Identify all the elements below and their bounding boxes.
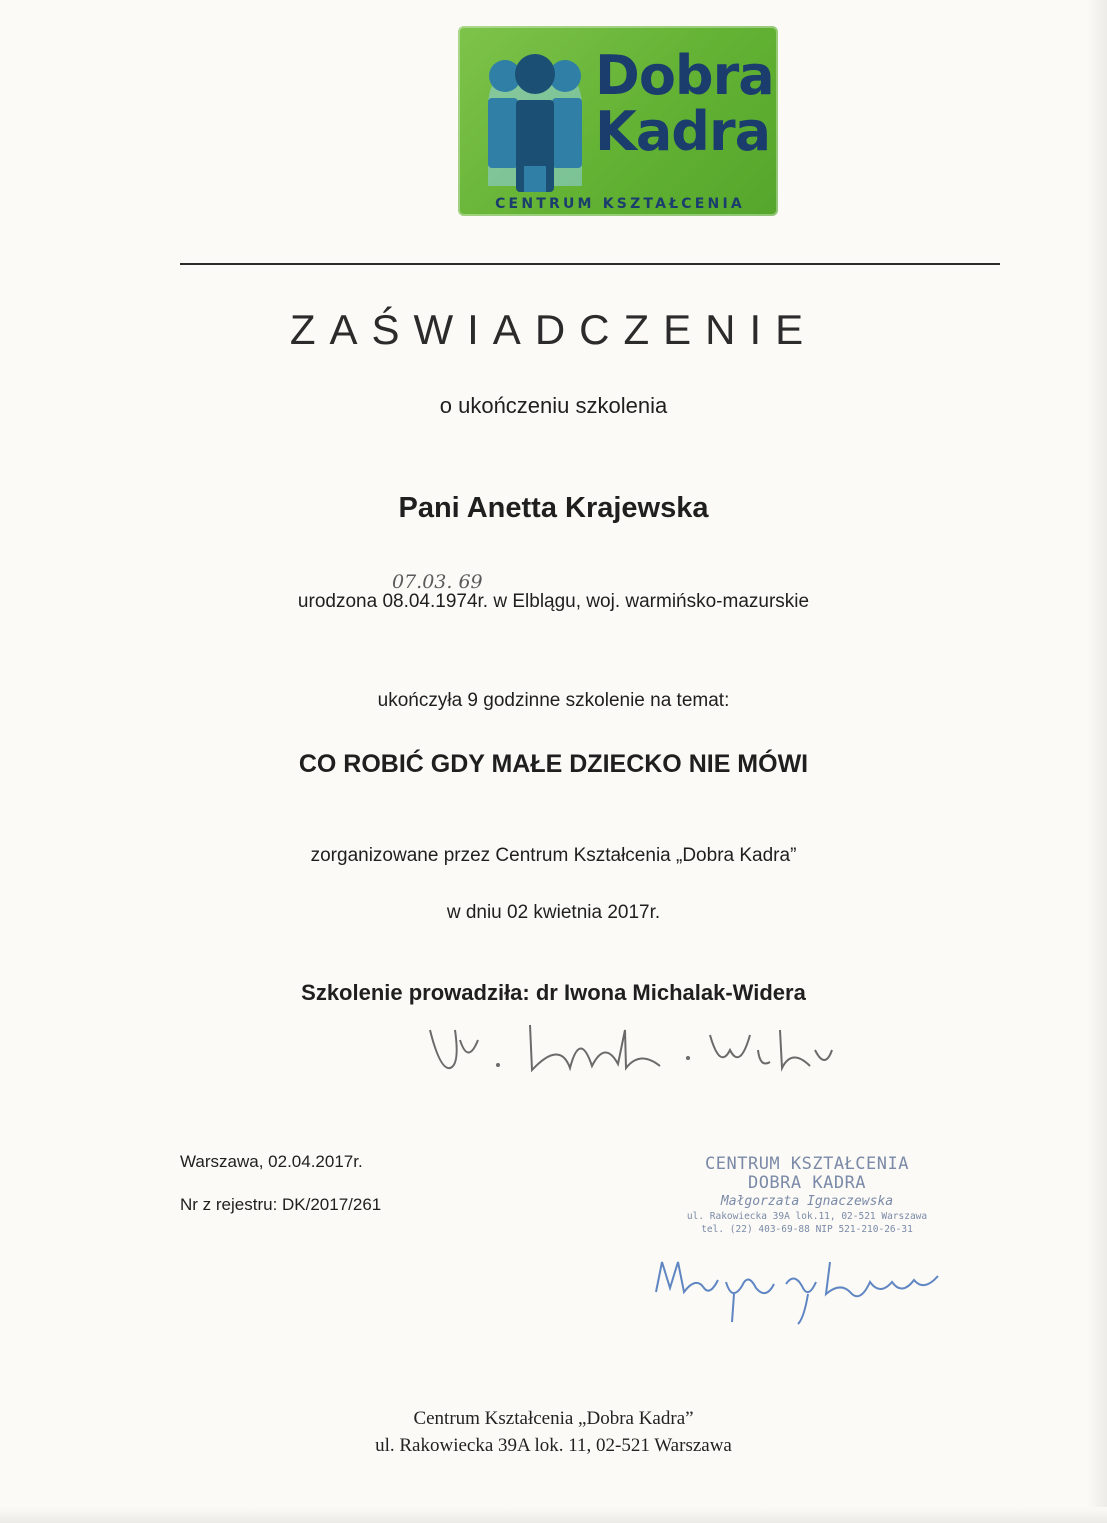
footer-organization: Centrum Kształcenia „Dobra Kadra” [413,1408,694,1429]
logo-tagline: CENTRUM KSZTAŁCENIA [495,196,745,212]
completion-line: ukończyła 9 godzinne szkolenie na temat: [377,690,730,711]
trainer-line: Szkolenie prowadziła: dr Iwona Michalak-Widera [301,980,806,1005]
training-topic: CO ROBIĆ GDY MAŁE DZIECKO NIE MÓWI [298,750,809,778]
correction-text: 07.03. 69 [392,571,483,593]
birth-line [0,591,1107,613]
logo-brand-line-1: Dobra [595,44,774,107]
stamp-line-3: Małgorzata Ignaczewska [720,1194,894,1209]
training-date: w dniu 02 kwietnia 2017r. [446,902,661,923]
register-number: Nr z rejestru: DK/2017/261 [180,1195,382,1214]
dobra-kadra-logo [458,26,778,216]
footer-address: ul. Rakowiecka 39A lok. 11, 02-521 Warszawa [375,1435,732,1456]
organizer-line: zorganizowane przez Centrum Kształcenia „Dobra Kadra” [310,845,797,866]
scan-edge-bottom [0,1507,1107,1523]
stamp-line-4: ul. Rakowiecka 39A lok.11, 02-521 Warszawa [686,1211,928,1222]
recipient-name: Pani Anetta Krajewska [398,492,709,524]
issue-place-date: Warszawa, 02.04.2017r. [180,1152,363,1171]
certificate-subtitle: o ukończeniu szkolenia [439,393,668,418]
stamp-line-5: tel. (22) 403-69-88 NIP 521-210-26-31 [701,1224,913,1235]
birth-suffix: r. w Elblągu, woj. warmińsko-mazurskie [477,591,810,612]
organization-stamp [672,1155,942,1236]
header-divider [180,263,1000,265]
logo-brand-name [595,44,774,163]
trainer-signature [420,1010,840,1080]
certificate-title: ZAŚWIADCZENIE [289,306,818,353]
birth-date: 08.04.1974 [382,591,478,612]
stamp-line-1: CENTRUM KSZTAŁCENIA [705,1154,909,1174]
stamp-line-2: DOBRA KADRA [747,1173,867,1193]
birth-prefix: urodzona [297,591,383,612]
people-emblem-icon [480,46,590,196]
logo-brand-line-2: Kadra [595,100,771,163]
director-signature [648,1252,948,1332]
